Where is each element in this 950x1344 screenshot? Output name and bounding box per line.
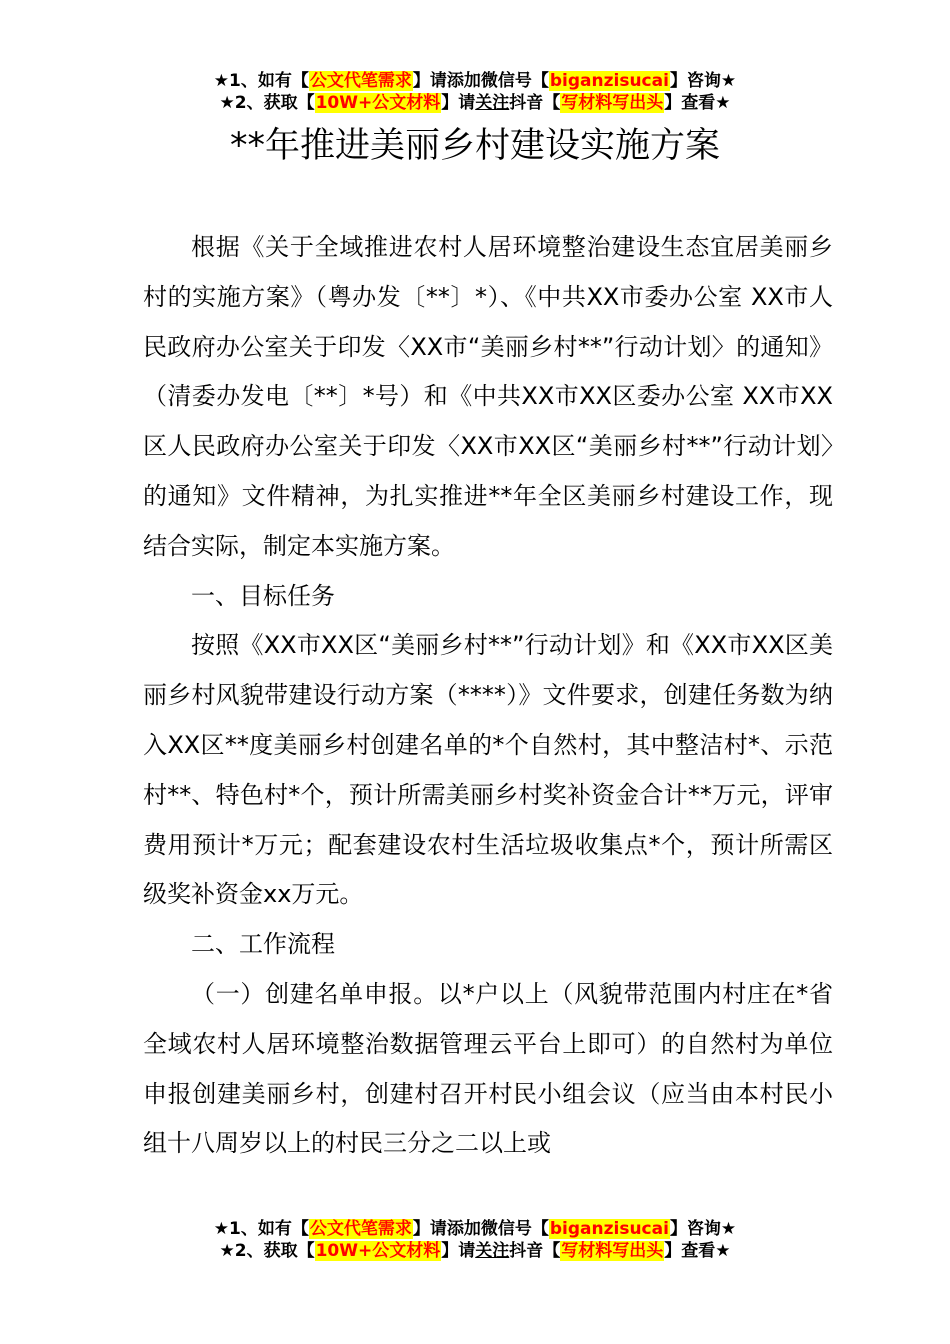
document-title: **年推进美丽乡村建设实施方案 [229,126,720,166]
promo-text: 抖音【 [509,1241,561,1261]
promo-text: 抖音【 [509,93,561,113]
promo-text: 】请 [412,1219,447,1239]
promo-highlight: 10W+公文材料 [315,93,441,113]
promo-text: 】请 [441,93,476,113]
promo-text: 】请 [441,1241,476,1261]
douyin-id-highlight: 写材料写出头 [561,1241,664,1261]
promo-line-2 [0,1240,950,1262]
promo-text: 关注 [475,93,510,113]
document-body [143,223,833,1169]
promo-text: ★1、如有【 [213,71,309,91]
promo-highlight: 公文代笔需求 [309,71,412,91]
section-heading-process: 二、工作流程 [191,930,335,959]
promo-text: 微信号【 [480,71,549,91]
promo-banner-bottom [0,1218,950,1262]
promo-text: 】查看★ [664,93,731,113]
promo-text: 添加 [446,71,481,91]
wechat-id-highlight: biganzisucai [549,71,669,91]
promo-line-2 [0,92,950,114]
paragraph-goals: 按照《XX市XX区“美丽乡村**”行动计划》和《XX市XX区美丽乡村风貌带建设行动方案（****）》文件要求，创建任务数为纳入XX区**度美丽乡村创建名单的*个自然村，其中整洁村*、示范村**、特色村*个，预计所需美丽乡村奖补资金合计**万元，评审费用预计*万元；配套建设农村生活垃圾收集点*个，预计所需区级奖补资金xx万元。 [143,631,833,909]
promo-text: ★2、获取【 [219,93,315,113]
promo-text: 添加 [446,1219,481,1239]
promo-line-1 [0,70,950,92]
promo-text: 】请 [412,71,447,91]
promo-text: 】咨询★ [669,1219,737,1239]
promo-text: ★2、获取【 [219,1241,315,1261]
wechat-id-highlight: biganzisucai [549,1219,669,1239]
section-heading-goals: 一、目标任务 [191,581,335,610]
promo-text: 微信号【 [480,1219,549,1239]
promo-banner-top [0,70,950,114]
promo-highlight: 公文代笔需求 [309,1219,412,1239]
douyin-id-highlight: 写材料写出头 [561,93,664,113]
promo-highlight: 10W+公文材料 [315,1241,441,1261]
promo-text: 】查看★ [664,1241,731,1261]
promo-text: 关注 [475,1241,510,1261]
paragraph-intro: 根据《关于全域推进农村人居环境整治建设生态宜居美丽乡村的实施方案》（粤办发〔**〕*）、《中共XX市委办公室 XX市人民政府办公室关于印发〈XX市“美丽乡村**”行动计划〉的通知》（清委办发电〔**〕*号）和《中共XX市XX区委办公室 XX市XX区人民政府办公室关于印发〈XX市XX区“美丽乡村**”行动计划〉的通知》文件精神，为扎实推进**年全区美丽乡村建设工作，现结合实际，制定本实施方案。 [143,233,833,560]
promo-text: 】咨询★ [669,71,737,91]
promo-text: ★1、如有【 [213,1219,309,1239]
paragraph-process-1: （一）创建名单申报。以*户以上（风貌带范围内村庄在*省全域农村人居环境整治数据管理云平台上即可）的自然村为单位申报创建美丽乡村，创建村召开村民小组会议（应当由本村民小组十八周岁以上的村民三分之二以上或 [143,979,833,1158]
promo-line-1 [0,1218,950,1240]
